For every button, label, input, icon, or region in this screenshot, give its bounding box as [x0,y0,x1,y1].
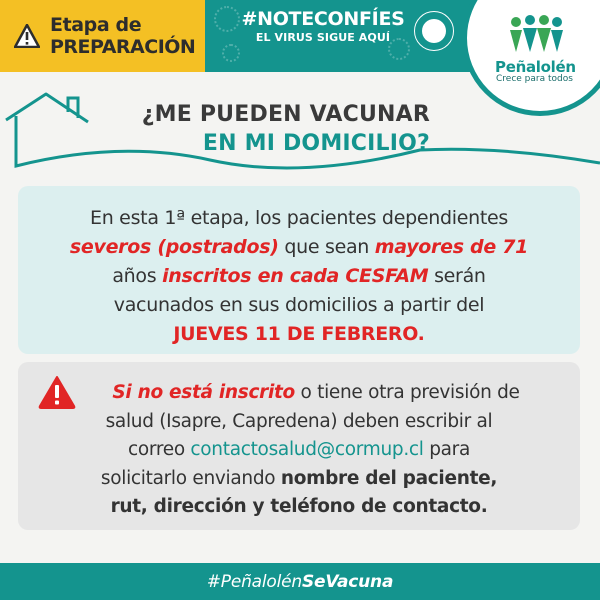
virus-icon [222,44,240,62]
campaign-hashtag-block [238,8,408,46]
campaign-subtitle: EL VIRUS SIGUE AQUÍ [255,31,391,44]
footer-hashtag-suffix: SeVacuna [301,571,394,592]
alert-text-part: solicitarlo enviando [100,467,281,489]
headline-question: ¿ME PUEDEN VACUNAR [141,102,430,127]
headline [130,101,430,159]
footer-hashtag [207,572,393,592]
alert-text-part: para [423,439,471,460]
alert-bold: nombre del paciente, [280,467,498,489]
alert-text [18,379,580,522]
info-highlight: severos (postrados) [69,236,279,258]
alert-highlight: Si no está inscrito [112,382,295,403]
info-card [18,186,580,354]
info-text [32,204,566,349]
footer-hashtag-prefix: #Peñalolén [206,571,302,592]
alert-card [18,362,580,530]
info-text-part: años [112,265,163,287]
stage-label: Etapa de [50,14,142,36]
info-text-part: serán [428,265,486,287]
info-highlight: mayores de 71 [374,236,529,258]
headline-question-end: EN MI DOMICILIO? [202,131,430,156]
info-text-part: que sean [278,236,375,258]
alert-bold: rut, dirección y teléfono de contacto. [110,496,488,517]
stage-badge [0,0,205,72]
seal-emblem-icon [422,19,446,43]
info-text-part: vacunados en sus domicilios a partir del [113,294,485,316]
contact-email-link[interactable]: contactosalud@cormup.cl [190,439,424,460]
alert-text-part: o tiene otra previsión de [294,382,520,403]
alert-text-part: correo [127,439,191,460]
logo-name: Peñalolén [495,58,576,76]
alert-text-part: salud (Isapre, Capredena) deben escribir al [105,410,493,432]
virus-icon [214,6,240,32]
info-highlight: inscritos en cada CESFAM [162,265,429,287]
footer-band [0,563,600,600]
logo-slogan: Crece para todos [496,74,573,84]
warning-triangle-icon [14,24,40,48]
logo-people-icon [508,14,564,54]
campaign-hashtag: #NOTECONFÍES [241,8,405,30]
info-text-part: En esta 1ª etapa, los pacientes dependientes [90,207,508,229]
info-date: JUEVES 11 DE FEBRERO. [173,323,425,345]
stage-name: PREPARACIÓN [50,36,196,58]
campaign-seal [414,11,454,51]
